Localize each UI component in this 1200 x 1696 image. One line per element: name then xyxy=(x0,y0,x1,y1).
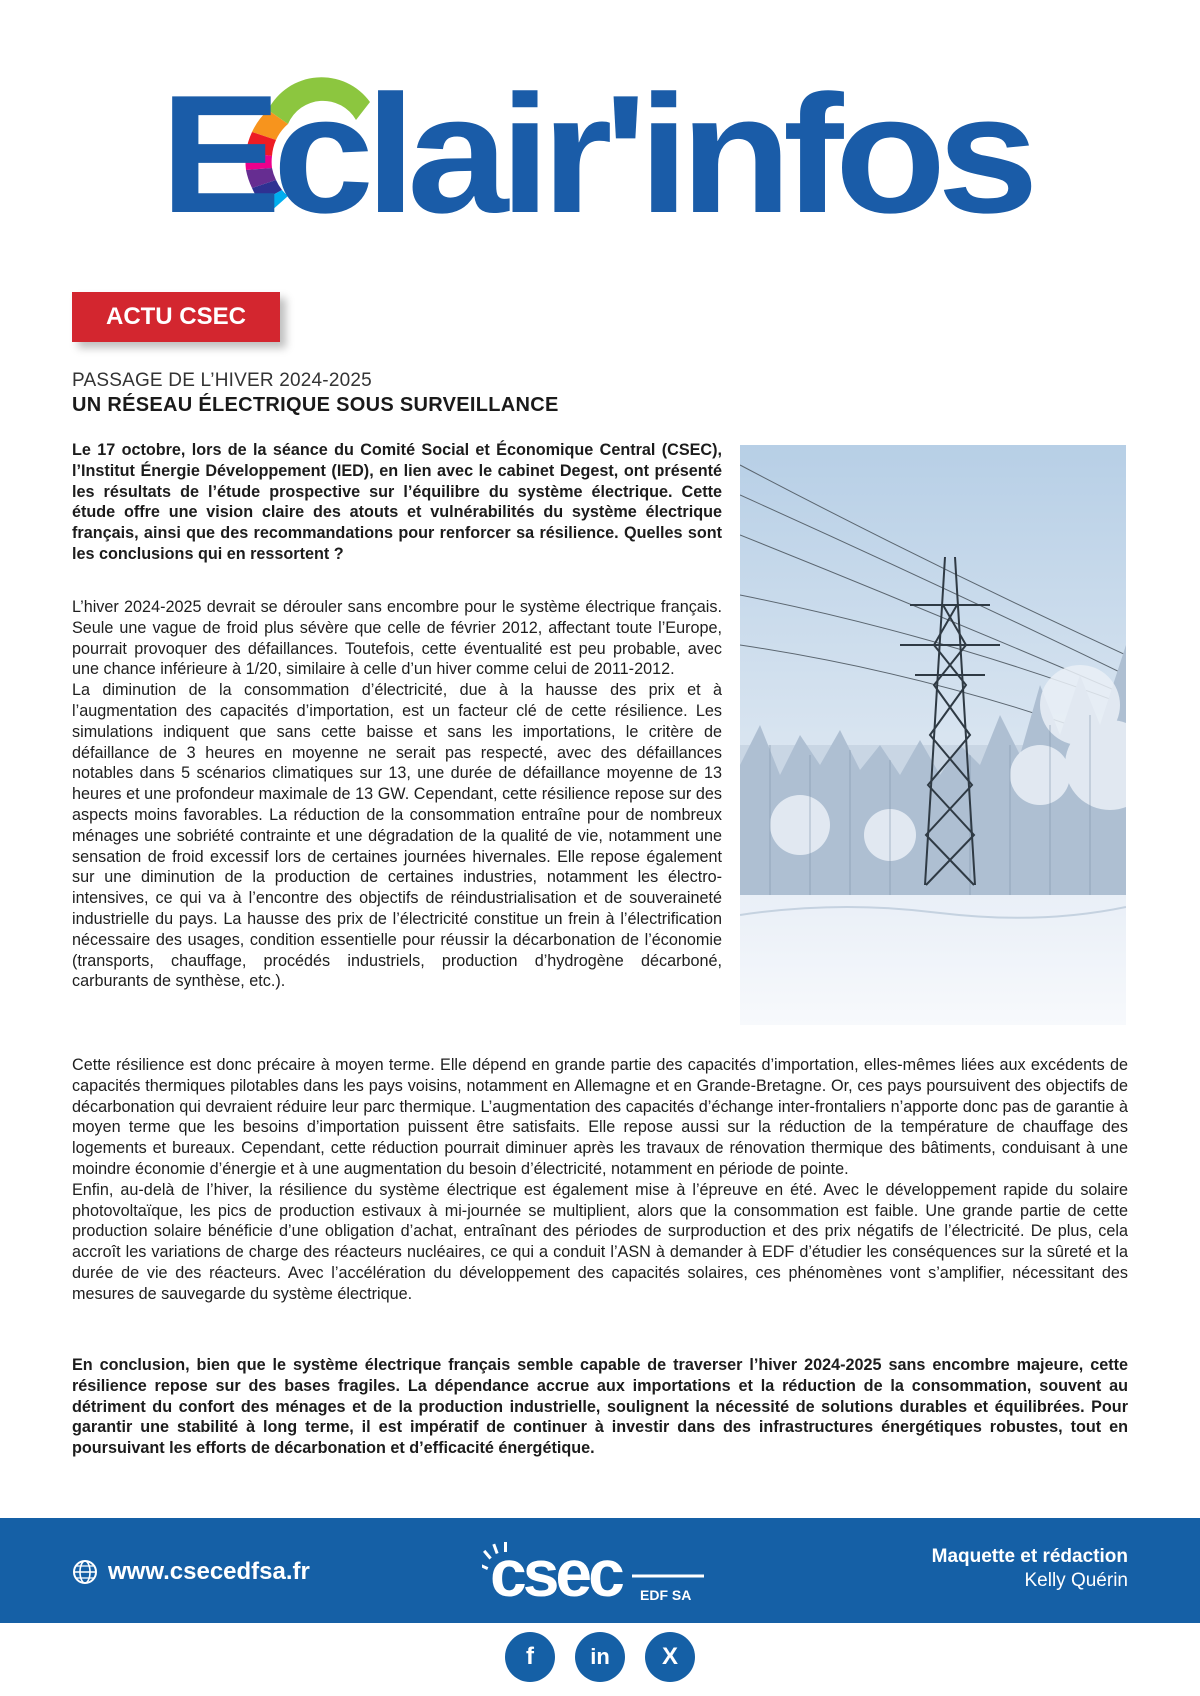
globe-icon xyxy=(72,1559,98,1585)
article-kicker: PASSAGE DE L’HIVER 2024-2025 xyxy=(72,370,372,391)
footer-band xyxy=(0,1518,1200,1623)
article-paragraph-2: La diminution de la consommation d’électricité, due à la hausse des prix et à l’augmentation des capacités d’importation, est un facteur clé de cette résilience. Les simulations indiquent que sans cette baisse et sans les importations, le critère de défaillance de 3 heures en moyenne ne serait pas respecté, avec des défaillances notables dans 5 scénarios climatiques sur 13, une durée de défaillance moyenne de 13 heures et une profondeur maximale de 13 GW. Cependant, cette résilience repose sur des aspects moins favorables. La réduction de la consommation entraîne pour de nombreux ménages une sobriété contrainte et une dégradation de la qualité de vie, notamment une sensation de froid excessif lors de certaines journées hivernales. Elle repose également sur une diminution de la production de certaines industries, notamment les électro-intensives, ce qui va à l’encontre des objectifs de réindustrialisation et de souveraineté industrielle du pays. La hausse des prix de l’électricité constitue un frein à l’électrification nécessaire des usages, condition essentielle pour réussir la décarbonation de l’économie (transports, chauffage, procédés industriels, production d’hydrogène décarboné, carburants de synthèse, etc.). xyxy=(72,681,722,991)
article-conclusion: En conclusion, bien que le système électrique français semble capable de traverser l’hiver 2024-2025 sans encombre majeure, cette résilience repose sur des bases fragiles. La dépendance accrue aux importations et la réduction de la consommation, souvent au détriment du confort des ménages et de la production industrielle, soulignent la nécessité de solutions durables et équilibrées. Pour garantir une stabilité à long terme, il est impératif de continuer à investir dans des infrastructures énergétiques robustes, tout en poursuivant les efforts de décarbonation et d’efficacité énergétique. xyxy=(72,1356,1128,1458)
section-badge xyxy=(72,292,280,342)
masthead xyxy=(0,0,1200,290)
article-headline: UN RÉSEAU ÉLECTRIQUE SOUS SURVEILLANCE xyxy=(72,394,559,416)
linkedin-button[interactable] xyxy=(575,1632,625,1682)
csec-logo-sub: EDF SA xyxy=(640,1587,692,1603)
social-links xyxy=(0,1632,1200,1682)
masthead-title: Eclair'infos xyxy=(160,72,1032,242)
article-paragraph-3: Cette résilience est donc précaire à moyen terme. Elle dépend en grande partie des capacités d’importation, elles-mêmes liées aux excédents de capacités thermiques pilotables dans les pays voisins, notamment en Allemagne et en Grande-Bretagne. Or, ces pays poursuivent des objectifs de décarbonation qui devraient réduire leur parc thermique. L’augmentation des capacités d’échange inter-frontaliers n’apporte donc pas de garantie à moyen terme que les besoins d’importation puissent être satisfaits. Elle repose aussi sur la réduction de la température de chauffage des logements et bureaux. Cependant, cette réduction pourrait diminuer après les travaux de rénovation thermique des bâtiments, conduisant à une moindre économie d’énergie et à une augmentation du besoin d’électricité, notamment en période de pointe. xyxy=(72,1056,1128,1178)
facebook-button[interactable] xyxy=(505,1632,555,1682)
x-button[interactable] xyxy=(645,1632,695,1682)
article-paragraph-1: L’hiver 2024-2025 devrait se dérouler sans encombre pour le système électrique français. Seule une vague de froid plus sévère que celle de février 2012, affectant toute l’Europe, pourrait provoquer des défaillances. Toutefois, cette éventualité est peu probable, avec une chance inférieure à 1/20, similaire à celle d’un hiver comme celui de 2011-2012. xyxy=(72,598,722,679)
credits-name: Kelly Quérin xyxy=(1024,1570,1128,1591)
linkedin-icon: in xyxy=(590,1644,610,1669)
csec-logo-text: csec xyxy=(490,1542,621,1606)
article-photo xyxy=(740,445,1126,1025)
website-url[interactable]: www.csecedfsa.fr xyxy=(108,1558,310,1585)
article-paragraph-4: Enfin, au-delà de l’hiver, la résilience du système électrique est également mise à l’épreuve en été. Avec le développement rapide du solaire photovoltaïque, les pics de production estivaux à mi-journée se multiplient, alors que la consommation est faible. Une grande partie de cette production solaire bénéficie d’une obligation d’achat, entraînant des périodes de surproduction et des prix négatifs de l’électricité. De plus, cela accroît les variations de charge des réacteurs nucléaires, ce qui a conduit l’ASN à demander à EDF d’étudier les conséquences sur la sûreté et la durée de vie des réacteurs. Avec l’accélération du développement des capacités solaires, ces phénomènes vont s’amplifier, nécessitant des mesures de sauvegarde du système électrique. xyxy=(72,1180,1128,1303)
article-lede: Le 17 octobre, lors de la séance du Comité Social et Économique Central (CSEC), l’Institut Énergie Développement (IED), en lien avec le cabinet Degest, ont présenté les résultats de l’étude prospective sur l’équilibre du système électrique. Cette étude offre une vision claire des atouts et vulnérabilités du système électrique français, ainsi que des recommandations pour renforcer sa résilience. Quelles sont les conclusions qui en ressortent ? xyxy=(72,441,722,563)
x-icon: X xyxy=(661,1643,678,1670)
credits-title: Maquette et rédaction xyxy=(931,1546,1128,1567)
snowy-pylon-illustration xyxy=(740,445,1126,1025)
csec-logo xyxy=(482,1542,712,1611)
eclair-infos-logo xyxy=(160,72,1040,242)
article-full-width xyxy=(72,1055,1128,1305)
section-label: ACTU CSEC xyxy=(105,303,246,330)
website-link[interactable] xyxy=(72,1558,310,1586)
credits xyxy=(932,1546,1128,1592)
facebook-icon: f xyxy=(526,1643,534,1670)
article-column xyxy=(72,597,722,992)
